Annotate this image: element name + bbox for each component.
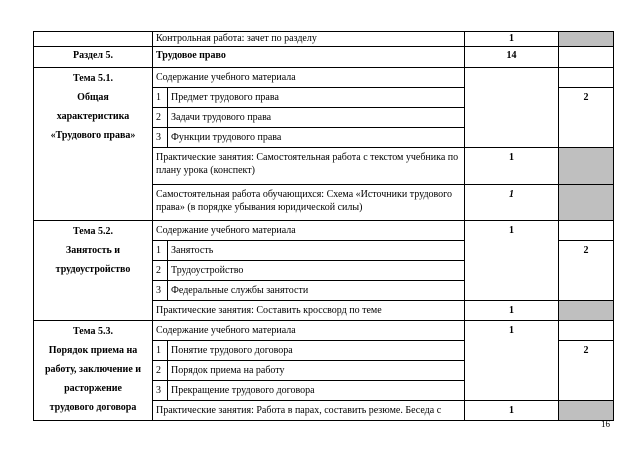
item-number: 1: [153, 88, 168, 108]
table-row: [34, 68, 614, 88]
practice-hours: 1: [465, 401, 559, 421]
theme-5-3-name: [34, 321, 153, 421]
selfwork-hours: 1: [465, 185, 559, 221]
item-text: Задачи трудового права: [168, 108, 465, 128]
item-text: Предмет трудового права: [168, 88, 465, 108]
theme-name-line: Общая: [77, 92, 109, 103]
shaded-cell: [559, 301, 614, 321]
theme-name-line: расторжение: [64, 383, 122, 394]
content-header: Содержание учебного материала: [153, 68, 465, 88]
table-row: [34, 321, 614, 341]
practice-text: Практические занятия: Составить кроссворд по теме: [153, 301, 465, 321]
practice-hours: 1: [465, 301, 559, 321]
item-number: 1: [153, 341, 168, 361]
theme-name-line: характеристика: [56, 111, 130, 122]
control-work-text: Контрольная работа: зачет по разделу: [153, 32, 465, 47]
empty-cell: [559, 47, 614, 68]
item-text: Прекращение трудового договора: [168, 381, 465, 401]
shaded-cell: [559, 148, 614, 185]
level-value: 2: [559, 341, 614, 401]
practice-text: Практические занятия: Самостоятельная работа с текстом учебника по плану урока (конспект): [153, 148, 465, 185]
theme-name-line: трудоустройство: [55, 264, 131, 275]
section-label: Раздел 5.: [34, 47, 153, 68]
empty-cell: [559, 68, 614, 88]
empty-cell: [559, 221, 614, 241]
theme-name-line: работу, заключение и: [44, 364, 142, 375]
item-text: Понятие трудового договора: [168, 341, 465, 361]
item-text: Трудоустройство: [168, 261, 465, 281]
item-text: Занятость: [168, 241, 465, 261]
item-number: 2: [153, 108, 168, 128]
theme-5-1-name: [34, 68, 153, 221]
item-number: 1: [153, 241, 168, 261]
practice-hours: 1: [465, 148, 559, 185]
theme-name-line: Тема 5.2.: [73, 226, 113, 237]
content-hours: 1: [465, 221, 559, 301]
empty-cell: [34, 32, 153, 47]
practice-text: Практические занятия: Работа в парах, составить резюме. Беседа с: [153, 401, 465, 421]
content-header: Содержание учебного материала: [153, 321, 465, 341]
table-row: [34, 221, 614, 241]
theme-name-line: Порядок приема на: [48, 345, 138, 356]
item-number: 3: [153, 381, 168, 401]
item-number: 2: [153, 261, 168, 281]
table-row: [34, 47, 614, 68]
content-header: Содержание учебного материала: [153, 221, 465, 241]
table-row: [34, 32, 614, 47]
section-title: Трудовое право: [153, 47, 465, 68]
item-text: Федеральные службы занятости: [168, 281, 465, 301]
content-hours: 1: [465, 321, 559, 401]
item-text: Функции трудового права: [168, 128, 465, 148]
theme-name-line: Тема 5.3.: [73, 326, 113, 337]
theme-name-line: Тема 5.1.: [73, 73, 113, 84]
item-number: 3: [153, 281, 168, 301]
level-value: 2: [559, 88, 614, 148]
theme-name-line: Занятость и: [65, 245, 121, 256]
theme-name-line: трудового договора: [49, 402, 137, 413]
study-plan-table: [33, 31, 614, 421]
theme-5-2-name: [34, 221, 153, 321]
item-number: 3: [153, 128, 168, 148]
item-number: 2: [153, 361, 168, 381]
level-value: 2: [559, 241, 614, 301]
shaded-cell: [559, 32, 614, 47]
shaded-cell: [559, 185, 614, 221]
empty-cell: [559, 321, 614, 341]
empty-hours-cell: [465, 68, 559, 148]
page-number: 16: [601, 419, 610, 429]
theme-name-line: «Трудового права»: [50, 130, 136, 141]
control-work-hours: 1: [465, 32, 559, 47]
section-hours: 14: [465, 47, 559, 68]
item-text: Порядок приема на работу: [168, 361, 465, 381]
shaded-cell: [559, 401, 614, 421]
selfwork-text: Самостоятельная работа обучающихся: Схема «Источники трудового права» (в порядке убывания юридической силы): [153, 185, 465, 221]
